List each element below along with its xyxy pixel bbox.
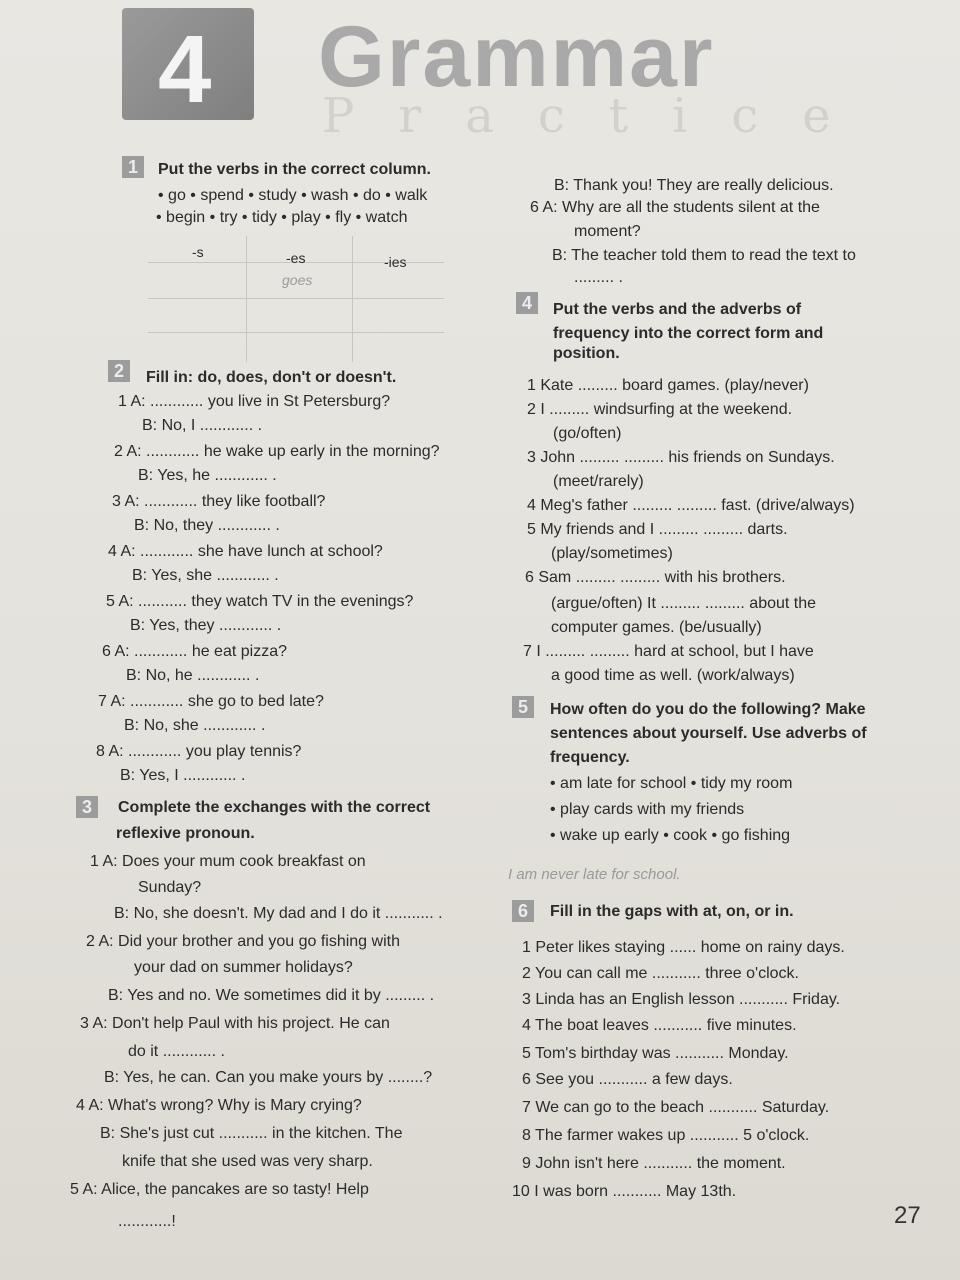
exercise-3-line: B: Yes and no. We sometimes did it by ......... .	[108, 987, 435, 1004]
exercise-2-line: 6 A: ............ he eat pizza?	[102, 643, 287, 660]
exercise-5-example: I am never late for school.	[508, 866, 681, 883]
table-row-divider	[148, 332, 444, 333]
table-example-answer: goes	[282, 272, 313, 288]
exercise-1-number: 1	[122, 156, 144, 178]
exercise-4-number: 4	[516, 292, 538, 314]
exercise-3-line: 1 A: Does your mum cook breakfast on	[90, 853, 366, 870]
exercise-5-number: 5	[512, 696, 534, 718]
exercise-3-line: do it ............ .	[128, 1043, 225, 1060]
exercise-4-line: 6 Sam ......... ......... with his brothers.	[525, 569, 786, 586]
exercise-4-line: 1 Kate ......... board games. (play/never)	[527, 377, 809, 394]
exercise-3-line: 5 A: Alice, the pancakes are so tasty! Help	[70, 1181, 369, 1198]
exercise-2-line: 1 A: ............ you live in St Petersburg?	[118, 393, 391, 410]
page-title: Grammar	[318, 9, 715, 105]
exercise-6-line: 2 You can call me ........... three o'clock.	[522, 965, 799, 982]
exercise-1-words-line2: • begin • try • tidy • play • fly • watch	[156, 209, 408, 226]
unit-number: 4	[158, 16, 212, 123]
exercise-4-line: 4 Meg's father ......... ......... fast. (drive/always)	[527, 497, 855, 514]
exercise-2-line: 3 A: ............ they like football?	[112, 493, 326, 510]
exercise-4-line: 7 I ......... ......... hard at school, but I have	[523, 643, 814, 660]
exercise-2-line: 2 A: ............ he wake up early in the morning?	[114, 443, 440, 460]
exercise-2-line: B: No, he ............ .	[126, 667, 260, 684]
exercise-4-instruction-line3: position.	[553, 345, 620, 362]
table-column-divider	[246, 236, 247, 362]
exercise-3-instruction-line1: Complete the exchanges with the correct	[118, 799, 431, 816]
page-number: 27	[894, 1202, 921, 1229]
exercise-5-item: • am late for school • tidy my room	[550, 775, 793, 792]
exercise-3-continued-line: 6 A: Why are all the students silent at the	[530, 199, 820, 216]
exercise-4-line: computer games. (be/usually)	[551, 619, 762, 636]
exercise-4-line: (play/sometimes)	[551, 545, 673, 562]
exercise-2-line: B: Yes, he ............ .	[138, 467, 277, 484]
exercise-2-line: 7 A: ............ she go to bed late?	[98, 693, 324, 710]
exercise-6-instruction: Fill in the gaps with at, on, or in.	[550, 903, 794, 920]
exercise-2-line: B: No, I ............ .	[142, 417, 263, 434]
exercise-4-line: 2 I ......... windsurfing at the weekend.	[527, 401, 793, 418]
exercise-2-number: 2	[108, 360, 130, 382]
exercise-5-instruction-line3: frequency.	[550, 749, 630, 766]
exercise-4-line: 3 John ......... ......... his friends on Sundays.	[527, 449, 835, 466]
exercise-6-line: 6 See you ........... a few days.	[522, 1071, 733, 1088]
exercise-3-instruction-line2: reflexive pronoun.	[116, 825, 255, 842]
exercise-5-instruction-line1: How often do you do the following? Make	[550, 701, 866, 718]
exercise-4-line: (go/often)	[553, 425, 622, 442]
exercise-4-line: a good time as well. (work/always)	[551, 667, 795, 684]
exercise-6-line: 4 The boat leaves ........... five minutes.	[522, 1017, 797, 1034]
table-header-ies: -ies	[384, 254, 407, 270]
exercise-2-line: B: Yes, I ............ .	[120, 767, 246, 784]
exercise-4-line: 5 My friends and I ......... ......... darts.	[527, 521, 788, 538]
exercise-6-line: 7 We can go to the beach ........... Saturday.	[522, 1099, 830, 1116]
exercise-5-item: • wake up early • cook • go fishing	[550, 827, 791, 844]
exercise-4-instruction-line1: Put the verbs and the adverbs of	[553, 301, 802, 318]
exercise-4-line: (meet/rarely)	[553, 473, 644, 490]
exercise-3-line: 3 A: Don't help Paul with his project. He can	[80, 1015, 390, 1032]
exercise-3-line: 2 A: Did your brother and you go fishing with	[86, 933, 400, 950]
exercise-2-line: B: No, they ............ .	[134, 517, 280, 534]
exercise-6-line: 10 I was born ........... May 13th.	[512, 1183, 737, 1200]
exercise-6-line: 3 Linda has an English lesson ........... Friday.	[522, 991, 841, 1008]
exercise-2-line: B: Yes, she ............ .	[132, 567, 279, 584]
exercise-5-item: • play cards with my friends	[550, 801, 745, 818]
exercise-2-line: 4 A: ............ she have lunch at school?	[108, 543, 383, 560]
table-header-s: -s	[192, 244, 204, 260]
exercise-3-number: 3	[76, 796, 98, 818]
exercise-3-continued-line: ......... .	[574, 269, 623, 286]
exercise-5-instruction-line2: sentences about yourself. Use adverbs of	[550, 725, 867, 742]
exercise-6-line: 1 Peter likes staying ...... home on rainy days.	[522, 939, 845, 956]
exercise-1-instruction: Put the verbs in the correct column.	[158, 161, 431, 178]
exercise-2-line: 5 A: ........... they watch TV in the evenings?	[106, 593, 414, 610]
exercise-3-line: knife that she used was very sharp.	[122, 1153, 373, 1170]
table-column-divider	[352, 236, 353, 362]
exercise-3-line: B: Yes, he can. Can you make yours by ........?	[104, 1069, 433, 1086]
exercise-2-instruction: Fill in: do, does, don't or doesn't.	[146, 369, 397, 386]
exercise-3-line: your dad on summer holidays?	[134, 959, 353, 976]
exercise-6-number: 6	[512, 900, 534, 922]
exercise-3-line: Sunday?	[138, 879, 202, 896]
exercise-3-line: B: She's just cut ........... in the kitchen. The	[100, 1125, 403, 1142]
exercise-4-line: (argue/often) It ......... ......... about the	[551, 595, 817, 612]
exercise-3-line: B: No, she doesn't. My dad and I do it ........... .	[114, 905, 443, 922]
exercise-3-line: 4 A: What's wrong? Why is Mary crying?	[76, 1097, 362, 1114]
verb-columns-table	[148, 236, 444, 362]
exercise-4-instruction-line2: frequency into the correct form and	[553, 325, 824, 342]
exercise-3-continued-line: B: Thank you! They are really delicious.	[554, 177, 834, 194]
exercise-3-continued-line: moment?	[574, 223, 641, 240]
exercise-2-line: 8 A: ............ you play tennis?	[96, 743, 302, 760]
table-header-es: -es	[286, 250, 306, 266]
exercise-3-continued-line: B: The teacher told them to read the text to	[552, 247, 856, 264]
table-row-divider	[148, 298, 444, 299]
exercise-3-line: ............!	[118, 1213, 176, 1230]
page-subtitle: Practice	[322, 88, 875, 144]
exercise-6-line: 5 Tom's birthday was ........... Monday.	[522, 1045, 789, 1062]
exercise-6-line: 8 The farmer wakes up ........... 5 o'clock.	[522, 1127, 810, 1144]
exercise-6-line: 9 John isn't here ........... the moment.	[522, 1155, 786, 1172]
exercise-2-line: B: No, she ............ .	[124, 717, 266, 734]
exercise-1-words-line1: • go • spend • study • wash • do • walk	[158, 187, 428, 204]
exercise-2-line: B: Yes, they ............ .	[130, 617, 282, 634]
